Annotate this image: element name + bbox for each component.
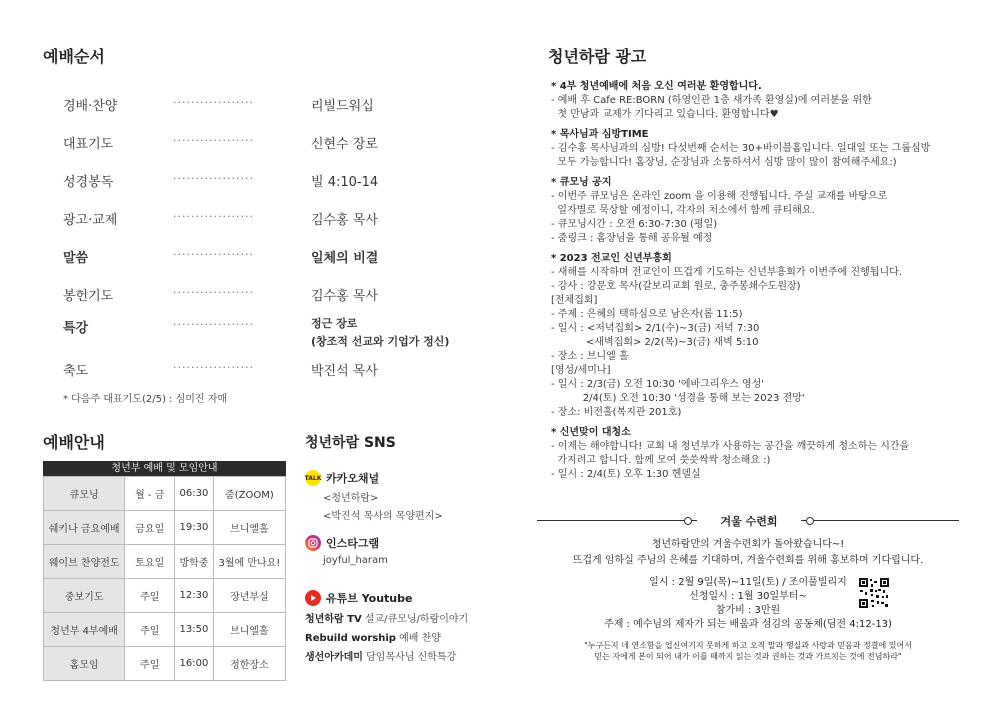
table-row bbox=[44, 545, 286, 579]
youtube-channel-line bbox=[305, 610, 468, 625]
table-cell: 13:50 bbox=[175, 613, 214, 647]
table-cell: 홈모임 bbox=[44, 647, 125, 681]
table-row bbox=[44, 477, 286, 511]
order-item-leader-dots: ·················· bbox=[173, 96, 254, 109]
order-item-leader-dots: ·················· bbox=[173, 172, 254, 185]
qr-code-icon[interactable] bbox=[858, 577, 890, 609]
order-item-label: 경배·찬양 bbox=[63, 99, 118, 114]
order-item-value: 김수홍 목사 bbox=[311, 213, 378, 228]
ad-heading: * 2023 전교인 신년부흥회 bbox=[551, 253, 672, 264]
instagram-icon bbox=[305, 535, 321, 551]
youtube-channel-desc: 담임목사님 신학특강 bbox=[362, 652, 457, 663]
retreat-apply: 신청일시 : 1월 30일부터~ bbox=[689, 591, 807, 602]
ad-section bbox=[551, 80, 971, 122]
retreat-quote bbox=[537, 640, 959, 662]
divider-dot-right bbox=[806, 517, 814, 525]
table-cell: 주일 bbox=[125, 647, 175, 681]
order-item-leader-dots: ·················· bbox=[173, 318, 254, 331]
order-item-value: 리빌드워십 bbox=[311, 99, 374, 114]
retreat-theme: 주제 : 예수님의 제자가 되는 배움과 섬김의 공동체(딤전 4:12-13) bbox=[604, 619, 892, 630]
order-item-leader-dots: ·················· bbox=[173, 361, 254, 374]
youtube-channel-desc: 설교/큐모닝/하람이야기 bbox=[361, 614, 469, 625]
order-item-value: 정근 장로 bbox=[311, 317, 358, 330]
ad-body: - 이제는 해야합니다! 교회 내 청년부가 사용하는 공간을 깨끗하게 청소하는 시간을 가지려고 합니다. 함께 모여 씃씃싹싹 청소해요 :) - 일시 : 2/4(토) 오후 1:30 헨델실 bbox=[551, 441, 910, 480]
order-item-label: 광고·교제 bbox=[63, 213, 118, 228]
table-cell: 줌(ZOOM) bbox=[213, 477, 285, 511]
ad-heading: * 큐모닝 공지 bbox=[551, 177, 612, 188]
retreat-date: 일시 : 2월 9일(목)~11일(토) / 조이풀빌리지 bbox=[649, 577, 847, 588]
order-item-label: 봉헌기도 bbox=[63, 289, 114, 304]
table-row bbox=[44, 579, 286, 613]
ads-list bbox=[551, 80, 971, 488]
youtube[interactable] bbox=[305, 590, 468, 663]
ad-body: - 김수홍 목사님과의 심방! 다섯번째 순서는 30+바이블홈입니다. 일대일 또는 그룹심방 모두 가능합니다! 홈장님, 순장님과 소통하셔서 심방 많이 많이 참여해주세요:) bbox=[551, 143, 931, 168]
ad-section bbox=[551, 128, 971, 170]
ads-title: 청년하람 광고 bbox=[548, 47, 647, 66]
youtube-icon bbox=[305, 590, 321, 606]
table-cell: 주일 bbox=[125, 579, 175, 613]
order-item-value: 일체의 비결 bbox=[311, 251, 379, 266]
table-cell: 정한장소 bbox=[213, 647, 285, 681]
table-cell: 청년부 4부예배 bbox=[44, 613, 125, 647]
table-cell: 금요일 bbox=[125, 511, 175, 545]
kakao-talk-icon: TALK bbox=[305, 470, 321, 486]
order-item-leader-dots: ·················· bbox=[173, 210, 254, 223]
order-item-label: 특강 bbox=[63, 321, 89, 336]
table-cell: 월 - 금 bbox=[125, 477, 175, 511]
order-item-label: 성경봉독 bbox=[63, 175, 114, 190]
sns-title: 청년하람 SNS bbox=[305, 435, 396, 451]
ad-body: - 예배 후 Cafe RE:BORN (하영인관 1층 새가족 환영실)에 여러분을 위한 첫 만남과 교제가 기다리고 있습니다. 환영합니다♥ bbox=[551, 95, 872, 120]
youtube-channel-name: 청년하람 TV bbox=[305, 614, 362, 625]
ad-body: - 이번주 큐모닝은 온라인 zoom 을 이용해 진행됩니다. 주실 교재를 바탕으로 일자별로 묵상할 예정이니, 각자의 처소에서 함께 큐티해요. - 큐모닝시간 : 오전 6:30-7:30 (평일) - 줌링크 : 홈장님을 통해 공유될 예정 bbox=[551, 191, 888, 244]
table-cell: 3월에 만나요! bbox=[213, 545, 285, 579]
table-cell: 브니엘홀 bbox=[213, 613, 285, 647]
kakao-channel[interactable] bbox=[305, 470, 443, 522]
order-item-value: 김수홍 목사 bbox=[311, 289, 378, 304]
kakao-channel-line1: <청년하람> bbox=[323, 493, 379, 504]
ad-heading: * 4부 청년예배에 처음 오신 여러분 환영합니다. bbox=[551, 81, 762, 92]
table-cell: 주일 bbox=[125, 613, 175, 647]
service-table bbox=[43, 461, 286, 681]
table-cell: 19:30 bbox=[175, 511, 214, 545]
divider-dot-left bbox=[684, 517, 692, 525]
order-item-value: 신현수 장로 bbox=[311, 137, 378, 152]
youtube-channel-desc: 예배 찬양 bbox=[395, 633, 441, 644]
table-cell: 방학중 bbox=[175, 545, 214, 579]
ad-body: - 새해를 시작하며 전교인이 뜨겁게 기도하는 신년부흥회가 이번주에 진행됩니다. - 강사 : 강문호 목사(갈보리교회 원로, 충주봉쇄수도원장) [전체집회] - 주제 : 은혜의 택하심으로 남은자(롬 11:5) - 일시 : <저녁집회> 2/1(수)~3(금) 저녁 7:30 <새벽집회> 2/2(목)~3(금) 새벽 5:10 - 장소 : 브니엘 홀 [영성/세미나] - 일시 : 2/3(금) 오전 10:30 '에바그리우스 영성' 2/4(토) 오전 10:30 '성경을 통해 보는 2023 전망' - 장소: 비전홀(복지관 201호) bbox=[551, 267, 902, 418]
table-cell: 쉐키나 금요예배 bbox=[44, 511, 125, 545]
order-item-value: 빌 4:10-14 bbox=[311, 175, 379, 190]
ad-section bbox=[551, 252, 971, 420]
ad-section bbox=[551, 176, 971, 246]
table-cell: 토요일 bbox=[125, 545, 175, 579]
retreat-intro1: 청년하람만의 겨울수련회가 돌아왔습니다~! bbox=[651, 539, 845, 550]
youtube-channel-line bbox=[305, 648, 468, 663]
retreat-quote-line1: "누구든지 네 연소함을 업신여기지 못하게 하고 오직 말과 행실과 사랑과 믿음과 정결에 있어서 bbox=[584, 641, 912, 650]
retreat-title: 겨울 수련회 bbox=[697, 513, 801, 529]
kakao-channel-line2: <박진석 목사의 목양편지> bbox=[323, 511, 443, 522]
table-row bbox=[44, 647, 286, 681]
service-table-title: 청년부 예배 및 모임안내 bbox=[43, 461, 286, 476]
order-item-value-detail: (창조적 선교와 기업가 정신) bbox=[311, 335, 450, 348]
next-prayer-note: * 다음주 대표기도(2/5) : 심미진 자매 bbox=[63, 394, 228, 405]
table-cell: 장년부실 bbox=[213, 579, 285, 613]
table-cell: 06:30 bbox=[175, 477, 214, 511]
order-item-label: 대표기도 bbox=[63, 137, 114, 152]
order-item-leader-dots: ·················· bbox=[173, 134, 254, 147]
service-table-grid bbox=[43, 476, 286, 681]
order-item-leader-dots: ·················· bbox=[173, 286, 254, 299]
order-item-leader-dots: ·················· bbox=[173, 248, 254, 261]
table-cell: 12:30 bbox=[175, 579, 214, 613]
youtube-channels bbox=[305, 610, 468, 663]
youtube-channel-name: Rebuild worship bbox=[305, 633, 396, 644]
youtube-name: 유튜브 Youtube bbox=[326, 592, 413, 605]
table-cell: 큐모닝 bbox=[44, 477, 125, 511]
kakao-channel-name: 카카오채널 bbox=[326, 472, 380, 485]
youtube-channel-line bbox=[305, 629, 468, 644]
retreat-intro2: 뜨겁게 임하실 주님의 은혜를 기대하며, 겨울수련회를 위해 홍보하며 기다립니다. bbox=[572, 555, 924, 566]
instagram-handle: joyful_haram bbox=[323, 555, 388, 566]
table-cell: 웨이브 찬양전도 bbox=[44, 545, 125, 579]
order-item-value: 박진석 목사 bbox=[311, 364, 378, 379]
order-item-label: 축도 bbox=[63, 364, 89, 379]
worship-guide-title: 예배안내 bbox=[43, 433, 105, 452]
table-row bbox=[44, 511, 286, 545]
table-cell: 중보기도 bbox=[44, 579, 125, 613]
instagram-name: 인스타그램 bbox=[326, 537, 380, 550]
table-cell: 16:00 bbox=[175, 647, 214, 681]
ad-section bbox=[551, 426, 971, 482]
youtube-channel-name: 생선아카데미 bbox=[305, 652, 363, 663]
table-cell: 브니엘홀 bbox=[213, 511, 285, 545]
ad-heading: * 신년맞이 대청소 bbox=[551, 427, 631, 438]
retreat-fee: 참가비 : 3만원 bbox=[715, 605, 781, 616]
retreat-quote-line2: 믿는 자에게 본이 되어 내가 이를 때까지 읽는 것과 권하는 것과 가르치는 것에 전념하라" bbox=[594, 652, 902, 661]
order-item-label: 말씀 bbox=[63, 251, 89, 266]
instagram[interactable] bbox=[305, 535, 388, 566]
table-row bbox=[44, 613, 286, 647]
worship-order-title: 예배순서 bbox=[43, 47, 105, 66]
ad-heading: * 목사님과 심방TIME bbox=[551, 129, 649, 140]
